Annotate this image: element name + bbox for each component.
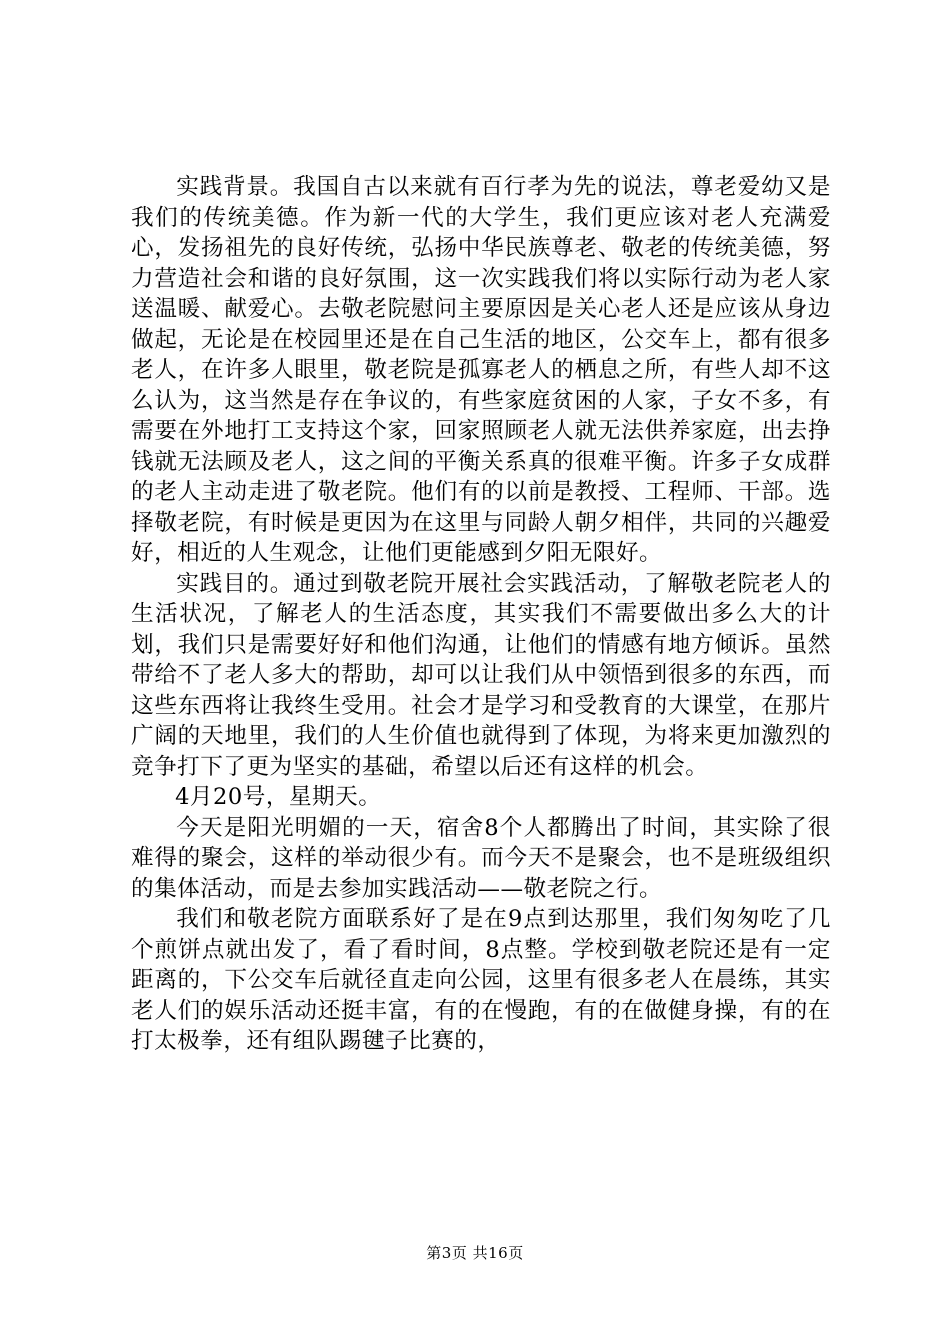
- paragraph-background: 实践背景。我国自古以来就有百行孝为先的说法，尊老爱幼又是我们的传统美德。作为新一代的大学生，我们更应该对老人充满爱心，发扬祖先的良好传统，弘扬中华民族尊老、敬老的传统美德，努力营造社会和谐的良好氛围，这一次实践我们将以实际行动为老人家送温暖、献爱心。去敬老院慰问主要原因是关心老人还是应该从身边做起，无论是在校园里还是在自己生活的地区，公交车上，都有很多老人，在许多人眼里，敬老院是孤寡老人的栖息之所，有些人却不这么认为，这当然是存在争议的，有些家庭贫困的人家，子女不多，有需要在外地打工支持这个家，回家照顾老人就无法供养家庭，出去挣钱就无法顾及老人，这之间的平衡关系真的很难平衡。许多子女成群的老人主动走进了敬老院。他们有的以前是教授、工程师、干部。选择敬老院，有时候是更因为在这里与同龄人朝夕相伴，共同的兴趣爱好，相近的人生观念，让他们更能感到夕阳无限好。: [131, 174, 831, 566]
- paragraph-date: 4月20号，星期天。: [175, 784, 382, 810]
- paragraph-journey: 我们和敬老院方面联系好了是在9点到达那里，我们匆匆吃了几个煎饼点就出发了，看了看时间，8点整。学校到敬老院还是有一定距离的，下公交车后就径直走向公园，这里有很多老人在晨练，其实老人们的娱乐活动还挺丰富，有的在慢跑，有的在做健身操，有的在打太极拳，还有组队踢毽子比赛的，: [131, 906, 831, 1054]
- document-body: [131, 172, 831, 1057]
- paragraph-weather: 今天是阳光明媚的一天，宿舍8个人都腾出了时间，其实除了很难得的聚会，这样的举动很少有。而今天不是聚会，也不是班级组织的集体活动，而是去参加实践活动——敬老院之行。: [131, 814, 831, 902]
- paragraph-purpose: 实践目的。通过到敬老院开展社会实践活动，了解敬老院老人的生活状况，了解老人的生活态度，其实我们不需要做出多么大的计划，我们只是需要好好和他们沟通，让他们的情感有地方倾诉。虽然带给不了老人多大的帮助，却可以让我们从中领悟到很多的东西，而这些东西将让我终生受用。社会才是学习和受教育的大课堂，在那片广阔的天地里，我们的人生价值也就得到了体现，为将来更加激烈的竞争打下了更为坚实的基础，希望以后还有这样的机会。: [131, 570, 831, 780]
- page-footer: 第3页 共16页: [426, 1244, 524, 1262]
